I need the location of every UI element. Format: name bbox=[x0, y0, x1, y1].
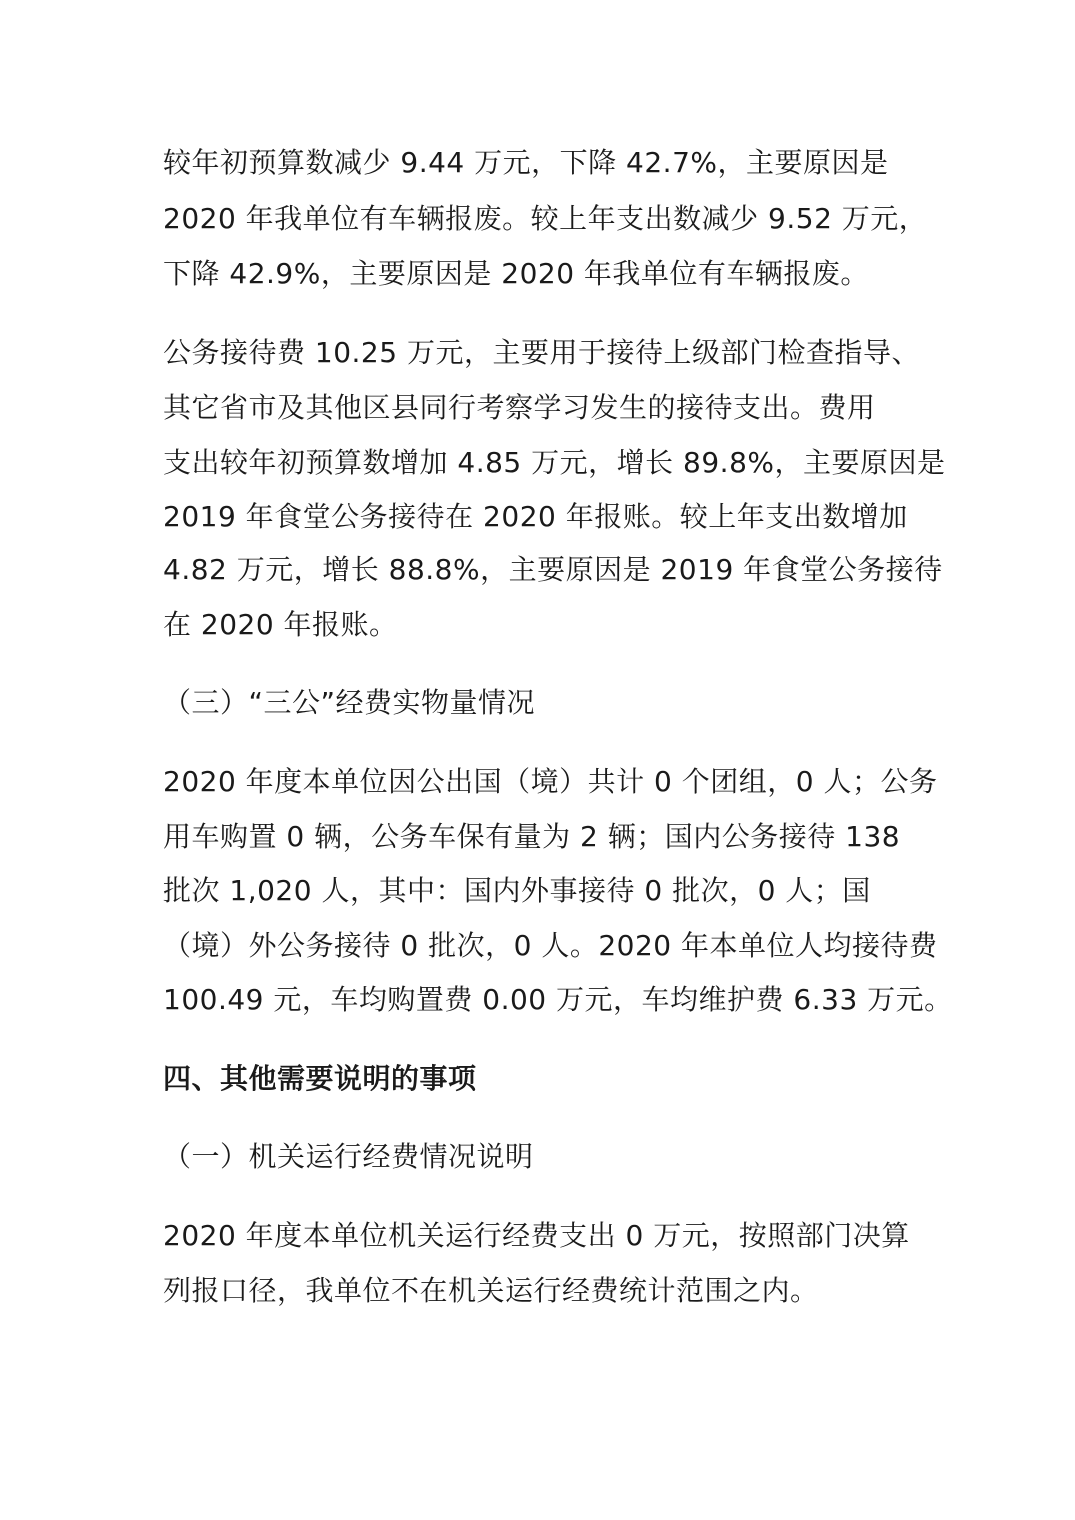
paragraph-line: 支出较年初预算数增加 4.85 万元，增长 89.8%，主要原因是 bbox=[163, 446, 946, 479]
paragraph-line: 列报口径，我单位不在机关运行经费统计范围之内。 bbox=[163, 1274, 819, 1307]
paragraph-line: 用车购置 0 辆，公务车保有量为 2 辆；国内公务接待 138 bbox=[163, 820, 901, 853]
paragraph-line: 批次 1,020 人，其中：国内外事接待 0 批次，0 人；国 bbox=[163, 874, 871, 907]
paragraph-line: 较年初预算数减少 9.44 万元，下降 42.7%，主要原因是 bbox=[163, 146, 889, 179]
paragraph-line: 在 2020 年报账。 bbox=[163, 608, 398, 641]
paragraph-line: 2020 年度本单位因公出国（境）共计 0 个团组，0 人；公务 bbox=[163, 765, 938, 798]
section-heading: 四、其他需要说明的事项 bbox=[163, 1062, 477, 1095]
paragraph-line: 其它省市及其他区县同行考察学习发生的接待支出。费用 bbox=[163, 391, 876, 424]
subsection-heading: （三）“三公”经费实物量情况 bbox=[163, 686, 536, 719]
paragraph-line: 下降 42.9%，主要原因是 2020 年我单位有车辆报废。 bbox=[163, 257, 869, 290]
paragraph-line: 2020 年度本单位机关运行经费支出 0 万元，按照部门决算 bbox=[163, 1219, 910, 1252]
paragraph-line: 2019 年食堂公务接待在 2020 年报账。较上年支出数增加 bbox=[163, 500, 908, 533]
paragraph-line: 公务接待费 10.25 万元，主要用于接待上级部门检查指导、 bbox=[163, 336, 920, 369]
paragraph-line: 4.82 万元，增长 88.8%，主要原因是 2019 年食堂公务接待 bbox=[163, 553, 943, 586]
paragraph-line: （境）外公务接待 0 批次，0 人。2020 年本单位人均接待费 bbox=[163, 929, 938, 962]
paragraph-line: 2020 年我单位有车辆报废。较上年支出数减少 9.52 万元， bbox=[163, 202, 928, 235]
subsection-heading: （一）机关运行经费情况说明 bbox=[163, 1140, 534, 1173]
paragraph-line: 100.49 元，车均购置费 0.00 万元，车均维护费 6.33 万元。 bbox=[163, 983, 953, 1016]
